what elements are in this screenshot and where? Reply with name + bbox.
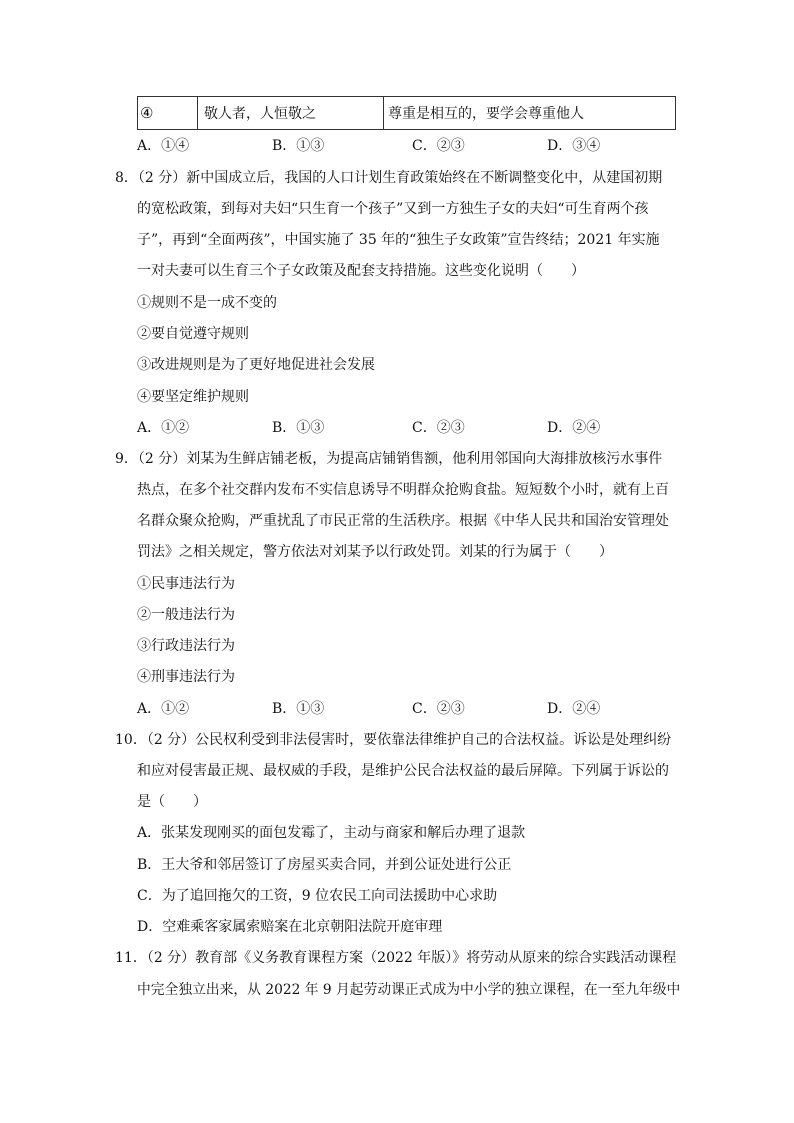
q11-stem-line-1: 11．（2 分）教育部《义务教育课程方案（2022 年版）》将劳动从原来的综合实践活动课程 (115, 950, 677, 966)
q8-options (137, 418, 697, 438)
q9-option-d[interactable]: D．②④ (547, 701, 601, 717)
q11-stem-line-2: 中完全独立出来，从 2022 年 9 月起劳动课正式成为中小学的独立课程，在一至九年级中 (137, 982, 681, 998)
q10-choice-b[interactable]: B．王大爷和邻居签订了房屋买卖合同，并到公证处进行公正 (137, 857, 512, 873)
q9-stem-line-1: 9．（2 分）刘某为生鲜店铺老板，为提高店铺销售额，他利用邻国向大海排放核污水事件 (115, 451, 663, 467)
q9-options (137, 699, 697, 719)
q8-option-a[interactable]: A．①② (137, 420, 190, 436)
table-cell-saying: 敬人者，人恒敬之 (198, 97, 384, 129)
q7-option-d[interactable]: D．③④ (547, 138, 601, 154)
q9-item-1: ①民事违法行为 (137, 576, 235, 592)
q8-option-d[interactable]: D．②④ (547, 420, 601, 436)
q7-option-c[interactable]: C．②③ (412, 138, 465, 154)
q9-item-2: ②一般违法行为 (137, 607, 235, 623)
q10-choice-c[interactable]: C．为了追回拖欠的工资，9 位农民工向司法援助中心求助 (137, 888, 498, 904)
q10-stem-line-2: 和应对侵害最正规、最权威的手段，是维护公民合法权益的最后屏障。下列属于诉讼的 (137, 763, 669, 779)
q8-stem-line-2: 的宽松政策，到每对夫妇“只生育一个孩子”又到一方独生子女的夫妇“可生育两个孩 (137, 201, 649, 217)
q8-item-3: ③改进规则是为了更好地促进社会发展 (137, 357, 375, 373)
q9-stem-line-2: 热点，在多个社交群内发布不实信息诱导不明群众抢购食盐。短短数个小时，就有上百 (137, 482, 669, 498)
q10-stem-line-1: 10．（2 分）公民权利受到非法侵害时，要依靠法律维护自己的合法权益。诉讼是处理纠纷 (115, 732, 672, 748)
q8-stem-line-1: 8．（2 分）新中国成立后，我国的人口计划生育政策始终在不断调整变化中，从建国初期 (115, 170, 663, 186)
q8-item-2: ②要自觉遵守规则 (137, 326, 249, 342)
q9-option-a[interactable]: A．①② (137, 701, 190, 717)
q9-stem-line-4: 罚法》之相关规定，警方依法对刘某予以行政处罚。刘某的行为属于（ ） (137, 544, 613, 560)
q9-option-b[interactable]: B．①③ (272, 701, 325, 717)
q9-item-3: ③行政违法行为 (137, 638, 235, 654)
q9-item-4: ④刑事违法行为 (137, 669, 235, 685)
q8-option-b[interactable]: B．①③ (272, 420, 325, 436)
q8-item-1: ①规则不是一成不变的 (137, 295, 277, 311)
table-cell-number: ④ (138, 97, 198, 129)
q8-option-c[interactable]: C．②③ (412, 420, 465, 436)
q7-options (137, 136, 697, 156)
q8-stem-line-3: 子”，再到“全面两孩”，中国实施了 35 年的“独生子女政策”宣告终结；2021 年实施 (137, 232, 660, 248)
q9-stem-line-3: 名群众聚众抢购，严重扰乱了市民正常的生活秩序。根据《中华人民共和国治安管理处 (137, 513, 669, 529)
table-row (137, 96, 676, 130)
q10-stem-line-3: 是（ ） (137, 794, 207, 810)
q10-choice-d[interactable]: D．空难乘客家属索赔案在北京朝阳法院开庭审理 (137, 919, 443, 935)
q7-option-b[interactable]: B．①③ (272, 138, 325, 154)
q10-choice-a[interactable]: A．张某发现刚买的面包发霉了，主动与商家和解后办理了退款 (137, 825, 526, 841)
q7-option-a[interactable]: A．①④ (137, 138, 190, 154)
q8-stem-line-4: 一对夫妻可以生育三个子女政策及配套支持措施。这些变化说明（ ） (137, 263, 585, 279)
table-cell-meaning: 尊重是相互的，要学会尊重他人 (388, 106, 584, 122)
q8-item-4: ④要坚定维护规则 (137, 389, 249, 405)
q9-option-c[interactable]: C．②③ (412, 701, 465, 717)
